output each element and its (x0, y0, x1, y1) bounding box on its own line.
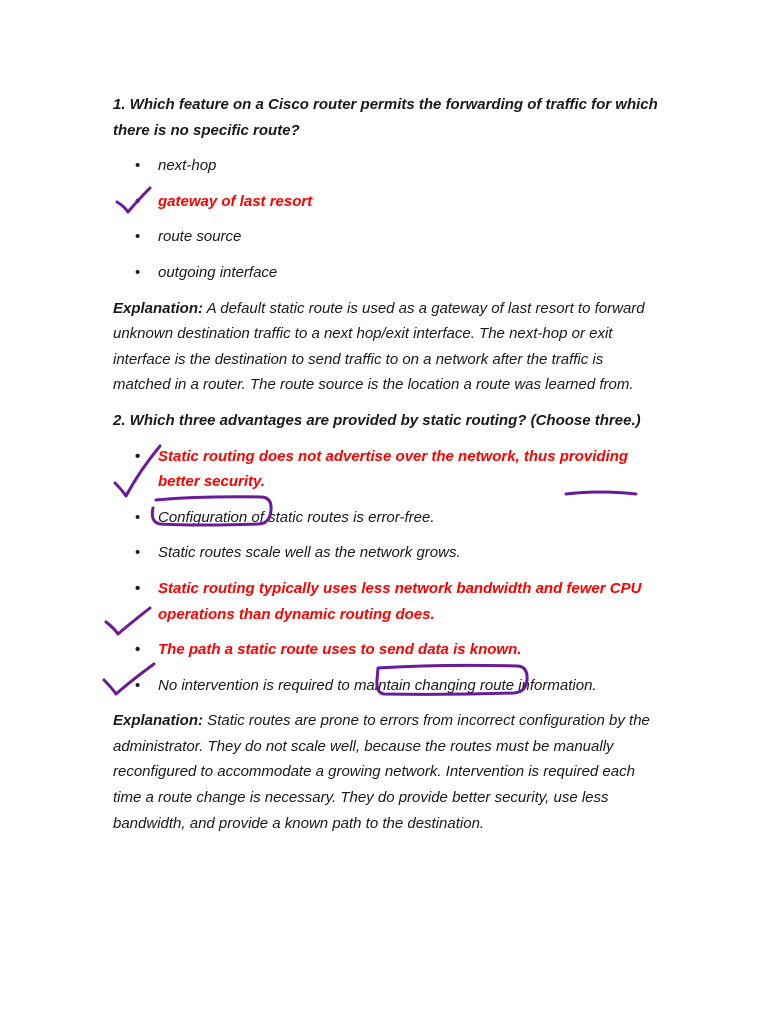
document-content (113, 92, 658, 846)
question-1-options (113, 153, 658, 285)
explanation-label: Explanation: (113, 299, 204, 317)
question-2-options (113, 444, 658, 699)
explanation-text: A default static route is used as a gateway of last resort to forward unknown destination traffic to a next hop/exit interface. The next-hop or exit interface is the destination to send traffic to on a network after the traffic is matched in a router. The route source is the location a route was learned from. (113, 299, 645, 394)
option-less-bandwidth: • Static routing typically uses less network bandwidth and fewer CPU operations than dynamic routing does. (113, 576, 658, 627)
option-next-hop: • next-hop (113, 153, 658, 179)
explanation-label: Explanation: (113, 712, 204, 730)
explanation-text: Static routes are prone to errors from incorrect configuration by the administrator. They do not scale well, because the routes must be manually reconfigured to accommodate a growing network. Intervention is required each time a route change is necessary. They do provide better security, use less bandwidth, and provide a known path to the destination. (113, 712, 650, 832)
option-outgoing-interface: • outgoing interface (113, 260, 658, 286)
option-route-source: • route source (113, 224, 658, 250)
option-known-path: • The path a static route uses to send data is known. (113, 637, 658, 663)
question-2: 2. Which three advantages are provided by static routing? (Choose three.) (113, 411, 641, 429)
explanation-1 (113, 296, 658, 398)
question-1: 1. Which feature on a Cisco router permits the forwarding of traffic for which there is no specific route? (113, 96, 658, 139)
explanation-2 (113, 708, 658, 836)
option-better-security: • Static routing does not advertise over the network, thus providing better security. (113, 444, 658, 495)
option-error-free: • Configuration of static routes is error-free. (113, 505, 658, 531)
option-no-intervention: • No intervention is required to maintain changing route information. (113, 673, 658, 699)
option-gateway-of-last-resort: • gateway of last resort (113, 189, 658, 215)
option-scale-well: • Static routes scale well as the network grows. (113, 540, 658, 566)
